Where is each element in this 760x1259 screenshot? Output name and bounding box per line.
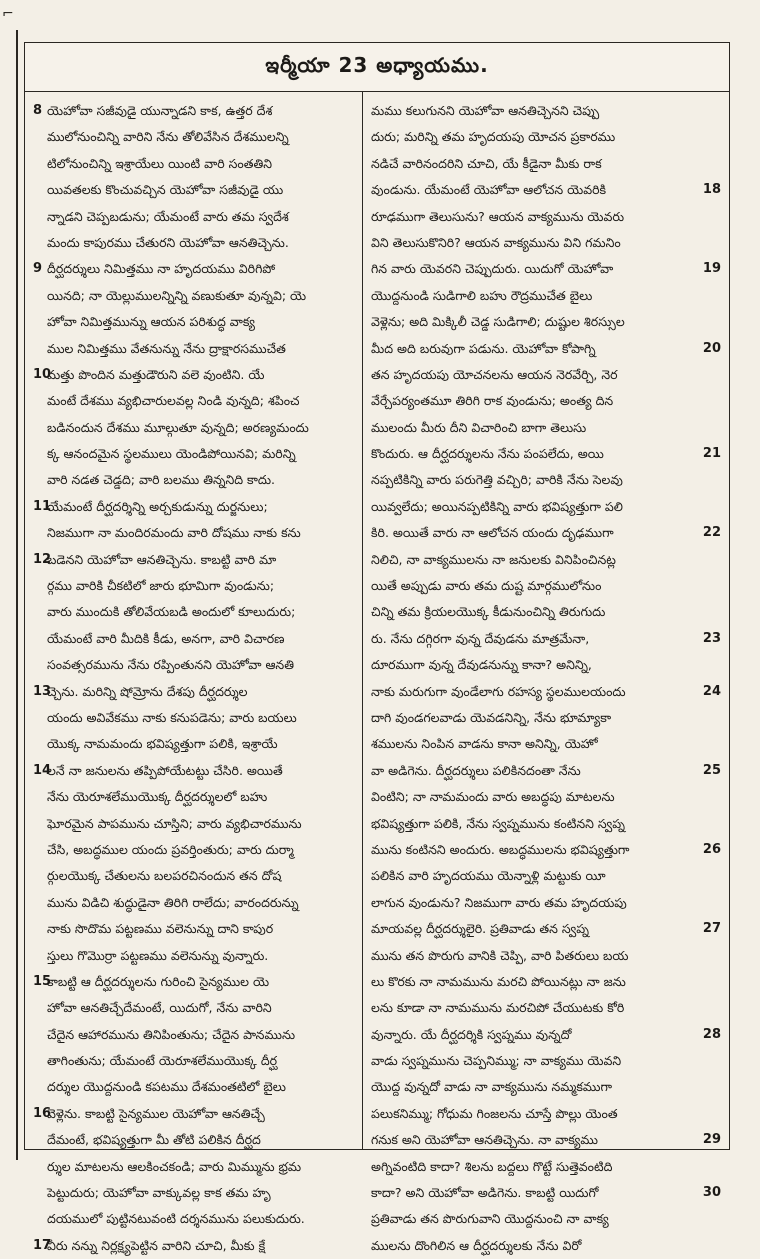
text-line: [371, 256, 721, 282]
text-line: [33, 1022, 354, 1048]
text-line: [371, 547, 721, 573]
text-line: [33, 98, 354, 124]
line-text: బడినందున దేశము మూల్గుతూ వున్నది; అరణ్యమందు: [47, 419, 309, 435]
text-line: [33, 230, 354, 256]
text-line: [33, 283, 354, 309]
text-line: [371, 230, 721, 256]
text-line: [33, 573, 354, 599]
text-line: [33, 441, 354, 467]
line-text: వెళ్లెను. కాబట్టి సైన్యముల యెహోవా ఆనతిచ్చే: [47, 1105, 265, 1121]
text-line: [33, 309, 354, 335]
line-text: యేమంటే వారి మీదికి కీడు, అనగా, వారి విచారణ: [47, 630, 285, 646]
verse-number: 28: [702, 1026, 721, 1042]
text-line: [33, 943, 354, 969]
line-text: యినది; నా యెల్లుములన్నిన్ని వణుకుతూ వున్నవి; యె: [47, 287, 307, 303]
text-line: [33, 388, 354, 414]
line-text: దురు; మరిన్ని తమ హృదయపు యోచన ప్రకారము: [371, 129, 616, 145]
line-text: వారు ముందుకి తోలివేయబడి అందులో కూలుదురు;: [47, 604, 296, 620]
text-line: [371, 1180, 721, 1206]
line-text: మంటే దేశము వ్యభిచారులవల్ల నిండి వున్నది; శపించ: [47, 393, 300, 409]
text-line: [371, 652, 721, 678]
text-line: [33, 1074, 354, 1100]
line-text: హోవా నిమిత్తమున్ను ఆయన పరిశుద్ధ వాక్య: [47, 314, 255, 330]
text-line: [33, 758, 354, 784]
line-text: లాగున వుండును? నిజముగా వారు తమ హృదయపు: [371, 894, 627, 910]
text-line: [371, 679, 721, 705]
line-text: కాబట్టి ఆ దీర్ఘదర్శులను గురించి సైన్యముల యె: [47, 973, 270, 989]
text-line: [371, 1022, 721, 1048]
text-line: [371, 1233, 721, 1259]
verse-number: 23: [702, 630, 721, 646]
line-text: రూఢముగా తెలుసును? ఆయన వాక్యమును యెవరు: [371, 208, 625, 224]
line-text: కిరి. అయితే వారు నా ఆలోచన యందు దృఢముగా: [371, 525, 614, 541]
verse-number: 13: [33, 683, 52, 699]
text-line: [33, 1048, 354, 1074]
text-line: [33, 124, 354, 150]
line-text: తాగింతును; యేమంటే యెరూశలేముయొక్క దీర్ఘ: [47, 1053, 278, 1069]
text-line: [33, 969, 354, 995]
text-line: [371, 995, 721, 1021]
verse-number: 27: [702, 921, 721, 937]
text-line: [371, 98, 721, 124]
text-line: [33, 837, 354, 863]
text-line: [371, 204, 721, 230]
verse-number: 22: [702, 525, 721, 541]
text-line: [371, 943, 721, 969]
text-line: [371, 1206, 721, 1232]
line-text: లు కొరకు నా నామమును మరచి పోయినట్లు నా జను: [371, 973, 626, 989]
text-line: [33, 652, 354, 678]
text-line: [371, 1154, 721, 1180]
verse-number: 25: [702, 762, 721, 778]
text-line: [371, 837, 721, 863]
text-line: [371, 626, 721, 652]
line-text: దర్శుల యొద్దనుండి కపటము దేశమంతటిలో బైలు: [47, 1079, 286, 1095]
text-line: [371, 309, 721, 335]
text-line: [33, 494, 354, 520]
text-line: [33, 705, 354, 731]
text-line: [371, 705, 721, 731]
verse-number: 18: [702, 182, 721, 198]
line-text: వింటిని; నా నామమందు వారు అబద్ధపు మాటలను: [371, 789, 615, 805]
line-text: వున్నారు. యే దీర్ఘదర్శికి స్వప్నము వున్నదో: [371, 1026, 572, 1042]
line-text: దాగి వుండగలవాడు యెవడనిన్ని, నేను భూమ్యాకా: [371, 709, 612, 725]
text-line: [33, 520, 354, 546]
line-text: చిన్ని తమ క్రియలయొక్క కీడునుంచిన్ని తిరుగుదు: [371, 604, 606, 620]
line-text: గిన వారు యెవరని చెప్పుదురు. యిదుగో యెహోవా: [371, 261, 614, 277]
text-line: [33, 1233, 354, 1259]
page-title: ఇర్మీయా 23 అధ్యాయము.: [24, 42, 730, 92]
text-line: [33, 177, 354, 203]
line-text: స్తులు గొమొర్రా పట్టణము వలెనున్ను వున్నారు.: [47, 947, 269, 963]
text-line: [33, 256, 354, 282]
line-text: తన హృదయపు యోచనలను ఆయన నెరవేర్చి, నెర: [371, 366, 618, 382]
text-line: [33, 1180, 354, 1206]
line-text: యొక్క నామమందు భవిష్యత్తుగా పలికి, ఇశ్రాయే: [47, 736, 278, 752]
text-line: [371, 731, 721, 757]
line-text: నప్పటికిన్ని వారు పరుగెత్తి వచ్చిరి; వారికి నేను సెలవు: [371, 472, 623, 488]
line-text: నిజముగా నా మందిరమందు వారి దోషము నాకు కను: [47, 525, 301, 541]
text-line: [371, 599, 721, 625]
verse-number: 8: [33, 103, 43, 118]
text-line: [33, 626, 354, 652]
line-text: పలికిన వారి హృదయము యెన్నాళ్లి మట్టుకు యీ: [371, 868, 606, 884]
line-text: భవిష్యత్తుగా పలికి, నేను స్వప్నమును కంటినని స్వప్న: [371, 815, 625, 831]
line-text: పలుకనిమ్ము; గోధుమ గింజలను చూస్తే పొల్లు యెంత: [371, 1105, 618, 1121]
line-text: మును తన పొరుగు వానికి చెప్పి, వారి పితరులు బయ: [371, 947, 629, 963]
line-text: యెహోవా సజీవుడై యున్నాడని కాక, ఉత్తర దేశ: [47, 103, 273, 118]
text-line: [33, 995, 354, 1021]
line-text: యితే అప్పుడు వారు తమ దుష్ట మార్గములోనుం: [371, 578, 602, 594]
text-line: [371, 520, 721, 546]
text-line: [33, 362, 354, 388]
text-line: [33, 679, 354, 705]
line-text: క్క ఆనందమైన స్థలములు యెండిపోయినవి; మరిన్ని: [47, 446, 296, 462]
right-column: [363, 92, 729, 1253]
line-text: మును విడిచి శుద్ధుడైనా తిరిగి రాలేదు; వారందరున్ను: [47, 894, 299, 910]
line-text: ముల నిమిత్తము వేతనున్ను నేను ద్రాక్షారసముచేత: [47, 340, 286, 356]
text-line: [371, 336, 721, 362]
line-text: పెట్టుదురు; యెహోవా వాక్కువల్ల కాక తమ హృ: [47, 1185, 271, 1201]
corner-mark-icon: ⌐: [2, 6, 14, 22]
text-line: [33, 415, 354, 441]
verse-number: 21: [702, 446, 721, 462]
verse-number: 24: [702, 683, 721, 699]
text-line: [371, 494, 721, 520]
line-text: సంవత్సరమును నేను రప్పింతునని యెహోవా ఆనతి: [47, 657, 294, 673]
text-line: [371, 124, 721, 150]
line-text: మీద అది బరువుగా పడును. యెహోవా కోపాగ్ని: [371, 340, 596, 356]
text-line: [371, 388, 721, 414]
line-text: ర్గము వారికి చీకటిలో జారు భూమిగా వుండును;: [47, 578, 275, 594]
text-line: [33, 1206, 354, 1232]
line-text: నాకు మరుగుగా వుండేలాగు రహస్య స్థలములయందు: [371, 683, 626, 699]
left-column: [25, 92, 363, 1253]
line-text: నిలిచి, నా వాక్యములను నా జనులకు వినిపించినట్ల: [371, 551, 616, 567]
line-text: ములోనుంచిన్ని వారిని నేను తోలివేసిన దేశములన్ని: [47, 129, 289, 145]
line-text: బడెనని యెహోవా ఆనతిచ్చెను. కాబట్టి వారి మా: [47, 551, 277, 567]
text-line: [33, 890, 354, 916]
line-text: చేదైన ఆహారమును తినిపింతును; చేదైన పానమును: [47, 1026, 296, 1042]
verse-number: 29: [702, 1132, 721, 1148]
margin-rule: [16, 30, 18, 1160]
line-text: యందు అవివేకము నాకు కనుపడెను; వారు బయలు: [47, 709, 297, 725]
line-text: హోవా ఆనతిచ్చేదేమంటే, యిదుగో, నేను వారిని: [47, 1000, 272, 1016]
bottom-rule: [24, 1149, 730, 1150]
line-text: చేసి, అబద్ధముల యందు ప్రవర్తింతురు; వారు దుర్మా: [47, 841, 294, 857]
verse-number: 9: [33, 261, 43, 277]
line-text: ములందు మీరు దీని విచారించి బాగా తెలుసు: [371, 419, 587, 435]
line-text: ప్రతివాడు తన పొరుగువాని యొద్దనుంచి నా వాక్య: [371, 1211, 609, 1227]
text-line: [371, 1101, 721, 1127]
verse-number: 15: [33, 973, 52, 989]
text-line: [371, 784, 721, 810]
line-text: ర్గులయొక్క చేతులను బలపరచినందున తన దోష: [47, 868, 282, 884]
text-line: [33, 784, 354, 810]
line-text: దేమంటే, భవిష్యత్తుగా మీ తోటి పలికిన దీర్ఘద: [47, 1132, 261, 1148]
line-text: వీరు నన్ను నిర్లక్ష్యపెట్టిన వారిని చూచి, మీకు క్షే: [47, 1237, 266, 1253]
verse-number: 17: [33, 1237, 52, 1253]
text-line: [371, 811, 721, 837]
line-text: లను కూడా నా నామమును మరచిపో చేయుటకు కోరి: [371, 1000, 625, 1016]
line-text: వా అడిగెను. దీర్ఘదర్శులు పలికినదంతా నేను: [371, 762, 581, 778]
text-line: [371, 151, 721, 177]
text-line: [371, 415, 721, 441]
text-line: [33, 863, 354, 889]
line-text: మందు కాపురము చేతురని యెహోవా ఆనతిచ్చెను.: [47, 234, 289, 250]
line-text: మాయవల్ల దీర్ఘదర్శులైరి. ప్రతివాడు తన స్వప్న: [371, 921, 589, 937]
line-text: రు. నేను దగ్గిరగా వున్న దేవుడను మాత్రమేనా,: [371, 630, 590, 646]
verse-number: 30: [702, 1185, 721, 1201]
line-text: గనుక అని యెహోవా ఆనతిచ్చెను. నా వాక్యము: [371, 1132, 598, 1148]
verse-number: 14: [33, 762, 52, 778]
line-text: శములను నింపిన వాడను కానా అనిన్ని, యెహో: [371, 736, 598, 752]
text-line: [371, 573, 721, 599]
line-text: నాకు సొదొమ పట్టణము వలెనున్ను దాని కాపుర: [47, 921, 274, 937]
line-text: వేర్చేపర్యంతమూ తిరిగి రాక వుండును; అంత్య దిన: [371, 393, 614, 409]
text-line: [371, 283, 721, 309]
text-line: [371, 177, 721, 203]
text-line: [371, 467, 721, 493]
text-line: [33, 547, 354, 573]
verse-number: 12: [33, 551, 52, 567]
text-line: [33, 731, 354, 757]
verse-number: 11: [33, 498, 52, 514]
verse-number: 10: [33, 366, 52, 382]
text-line: [33, 1154, 354, 1180]
line-text: విని తెలుసుకొనిరి? ఆయన వాక్యమును విని గమనిం: [371, 234, 621, 250]
text-line: [371, 969, 721, 995]
line-text: మత్తు పొందిన మత్తుడౌరుని వలె వుంటిని. యే: [47, 366, 265, 382]
line-text: న్నాడని చెప్పబడును; యేమంటే వారు తమ స్వదేశ: [47, 208, 289, 224]
line-text: నడిచే వారినందరిని చూచి, యే కీడైనా మీకు రాక: [371, 155, 602, 171]
line-text: ఘోరమైన పాపమును చూస్తిని; వారు వ్యభిచారమును: [47, 815, 302, 831]
verse-number: 16: [33, 1105, 52, 1121]
verse-number: 19: [702, 261, 721, 277]
text-line: [371, 1048, 721, 1074]
line-text: దీర్ఘదర్శులు నిమిత్తము నా హృదయము విరిగిపో: [47, 261, 276, 277]
text-line: [33, 1101, 354, 1127]
line-text: ర్శుల మాటలను ఆలకించకండి; వారు మిమ్మును భ్రమ: [47, 1158, 302, 1174]
text-line: [33, 336, 354, 362]
text-line: [371, 863, 721, 889]
text-body: [24, 92, 730, 1253]
line-text: వెళ్లెను; అది మిక్కిలీ చెడ్డ సుడిగాలి; దుష్టుల శిరస్సుల: [371, 314, 625, 330]
text-line: [371, 441, 721, 467]
line-text: దూరముగా వున్న దేవుడనున్ను కానా? అనిన్ని,: [371, 657, 592, 673]
text-line: [371, 758, 721, 784]
line-text: యివ్వలేదు; అయినప్పటికిన్ని వారు భవిష్యత్తుగా పలి: [371, 498, 623, 514]
text-line: [371, 890, 721, 916]
line-text: యేమంటే దీర్ఘదర్శిన్ని అర్చకుడున్ను దుర్జనులు;: [47, 498, 268, 514]
text-line: [33, 467, 354, 493]
line-text: యొద్దనుండి సుడిగాలి బహు రౌద్రముచేత బైలు: [371, 287, 593, 303]
text-line: [33, 811, 354, 837]
line-text: మును కంటినని అందురు. అబద్ధములను భవిష్యత్తుగా: [371, 841, 630, 857]
verse-number: 26: [702, 841, 721, 857]
line-text: కాదా? అని యెహోవా అడిగెను. కాబట్టి యిదుగో: [371, 1185, 599, 1201]
line-text: అగ్నివంటిది కాదా? శిలను బద్దలు గొట్టే సుత్తెవంటిది: [371, 1158, 613, 1174]
line-text: వుండును. యేమంటే యెహోవా ఆలోచన యెవరికి: [371, 182, 607, 198]
text-line: [371, 916, 721, 942]
text-line: [33, 599, 354, 625]
line-text: ములను దొంగిలిన ఆ దీర్ఘదర్శులకు నేను విరో: [371, 1237, 582, 1253]
line-text: మము కలుగునని యెహోవా ఆనతిచ్చెనని చెప్పు: [371, 103, 600, 118]
verse-number: 20: [702, 340, 721, 356]
text-line: [33, 151, 354, 177]
text-line: [371, 362, 721, 388]
line-text: దయములో పుట్టినటువంటి దర్శనమును పలుకుదురు.: [47, 1211, 305, 1227]
text-line: [33, 916, 354, 942]
text-line: [33, 204, 354, 230]
line-text: లనే నా జనులను తప్పిపోయేటట్టు చేసిరి. అయితే: [47, 762, 283, 778]
line-text: వాడు స్వప్నమును చెప్పనిమ్ము; నా వాక్యము యెవని: [371, 1053, 622, 1069]
line-text: టిలోనుంచిన్ని ఇశ్రాయేలు యింటి వారి సంతతిని: [47, 155, 273, 171]
line-text: యివతలకు కొంచువచ్చిన యెహోవా సజీవుడై యు: [47, 182, 284, 198]
line-text: వారి నడత చెడ్డది; వారి బలము తిన్ననిది కాదు.: [47, 472, 276, 488]
line-text: యొద్ద వున్నదో వాడు నా వాక్యమును నమ్మకముగా: [371, 1079, 612, 1095]
line-text: కొందురు. ఆ దీర్ఘదర్శులను నేను పంపలేదు, అయి: [371, 446, 604, 462]
text-line: [371, 1074, 721, 1100]
line-text: చ్చెను. మరిన్ని షోమ్రోను దేశపు దీర్ఘదర్శుల: [47, 683, 248, 699]
line-text: నేను యెరూశలేముయొక్క దీర్ఘదర్శులలో బహు: [47, 789, 268, 805]
